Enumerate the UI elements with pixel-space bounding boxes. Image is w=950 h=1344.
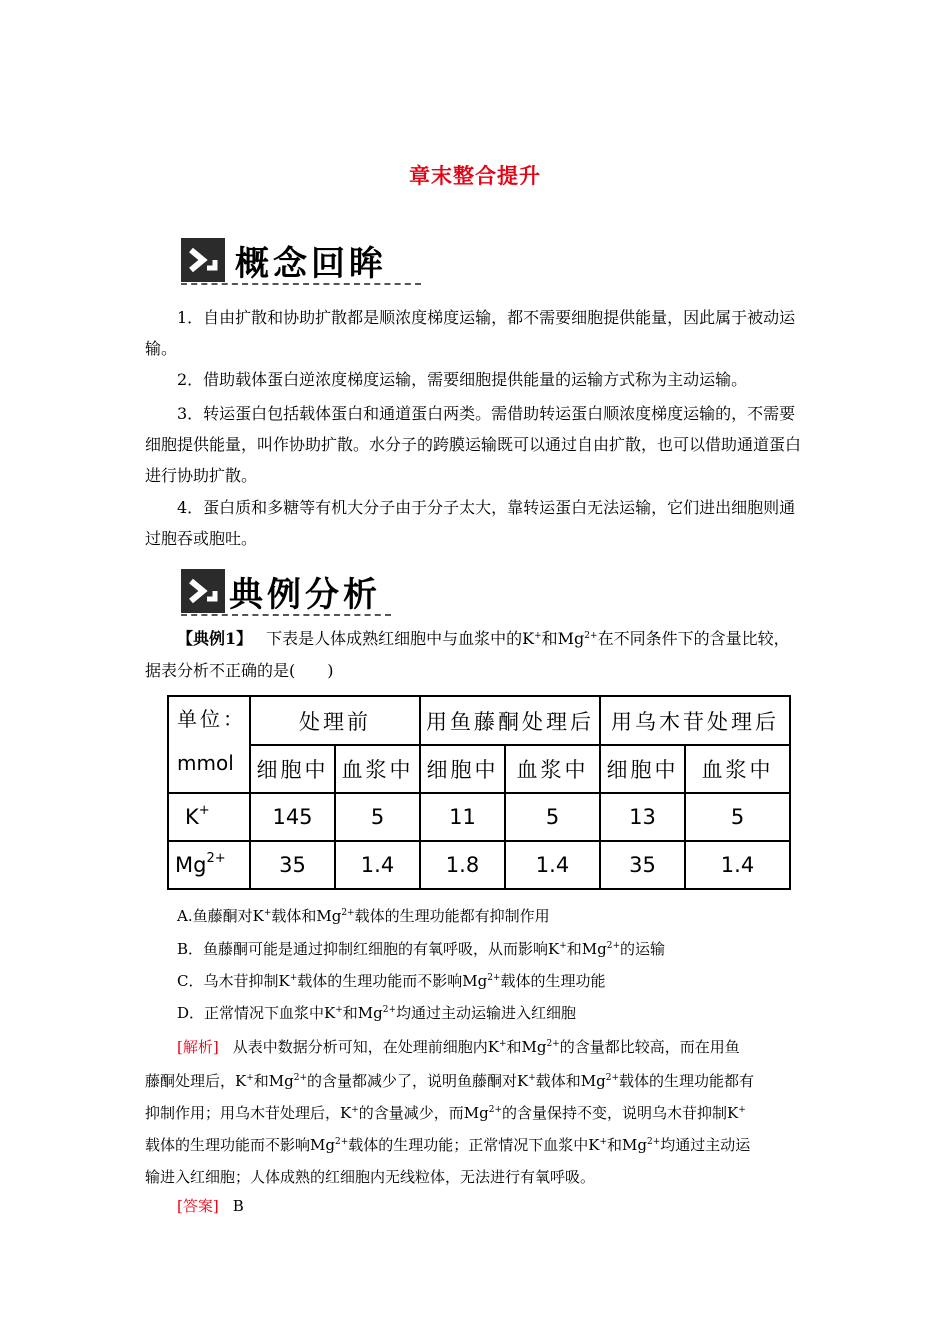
option-c: C．乌木苷抑制K+载体的生理功能而不影响$Mg^{2+}$载体的生理功能: [177, 972, 606, 990]
concept-item: 4．蛋白质和多糖等有机大分子由于分子太大，靠转运蛋白无法运输，它们进出细胞则通过胞吞或胞吐。: [145, 498, 796, 548]
concept-item: 1．自由扩散和协助扩散都是顺浓度梯度运输，都不需要细胞提供能量，因此属于被动运输。: [145, 308, 796, 358]
question-line: 【典例1】 下表是人体成熟红细胞中与血浆中的K+和$Mg^{2+}$在不同条件下的含量比较，: [177, 629, 790, 648]
divider: [181, 614, 391, 616]
question-line: 据表分析不正确的是( ): [145, 661, 334, 680]
table-cell: 145: [250, 793, 335, 841]
analysis-line: 载体的生理功能而不影响$Mg^{2+}$载体的生理功能；正常情况下血浆中K+和$Mg^{2+}$均通过主动运: [145, 1136, 751, 1154]
example-tag: 【典例1】: [177, 629, 253, 648]
analysis-line: 抑制作用；用乌木苷处理后，K+的含量减少，而$Mg^{2+}$的含量保持不变，说明乌木苷抑制K+: [145, 1104, 746, 1122]
answer-tag: [答案]: [177, 1197, 219, 1215]
group-header: 用乌木苷处理后: [600, 696, 790, 745]
analysis-line: 输进入红细胞；人体成熟的红细胞内无线粒体，无法进行有氧呼吸。: [145, 1168, 596, 1186]
column-header: 细胞中: [600, 745, 685, 793]
option-d: D．正常情况下血浆中K+和$Mg^{2+}$均通过主动运输进入红细胞: [177, 1004, 577, 1022]
table-cell: 1.4: [505, 841, 600, 889]
table-cell: 1.4: [685, 841, 790, 889]
divider: [181, 283, 421, 285]
analysis-line: [解析] 从表中数据分析可知，在处理前细胞内K+和$Mg^{2+}$的含量都比较高，而在用鱼: [177, 1038, 740, 1056]
arrow-icon: [181, 238, 225, 282]
table-cell: 5: [685, 793, 790, 841]
answer-value: B: [232, 1197, 244, 1215]
column-header: 血浆中: [505, 745, 600, 793]
column-header: 血浆中: [335, 745, 420, 793]
option-b: B．鱼藤酮可能是通过抑制红细胞的有氧呼吸，从而影响K+和$Mg^{2+}$的运输: [177, 940, 666, 958]
column-header: 细胞中: [250, 745, 335, 793]
analysis-tag: [解析]: [177, 1038, 219, 1056]
section-heading: 典例分析: [229, 575, 381, 615]
column-header: 血浆中: [685, 745, 790, 793]
table-cell: 13: [600, 793, 685, 841]
option-a: A.鱼藤酮对K+载体和$Mg^{2+}$载体的生理功能都有抑制作用: [177, 907, 550, 925]
table-cell: 11: [420, 793, 505, 841]
section-heading: 概念回眸: [235, 244, 387, 284]
table-cell: 5: [505, 793, 600, 841]
table-cell: 5: [335, 793, 420, 841]
table-cell: 35: [600, 841, 685, 889]
section-header-examples: [181, 567, 391, 617]
section-header-concepts: [181, 236, 421, 286]
group-header: 处理前: [250, 696, 420, 745]
table-cell: 35: [250, 841, 335, 889]
page-title: 章末整合提升: [409, 163, 541, 188]
analysis-line: 藤酮处理后，K+和$Mg^{2+}$的含量都减少了，说明鱼藤酮对K+载体和$Mg^{2+}$载体的生理功能都有: [145, 1072, 755, 1090]
group-header: 用鱼藤酮处理后: [420, 696, 600, 745]
concept-item: 3．转运蛋白包括载体蛋白和通道蛋白两类。需借助转运蛋白顺浓度梯度运输的，不需要细胞提供能量，叫作协助扩散。水分子的跨膜运输既可以通过自由扩散，也可以借助通道蛋白进行协助扩散。: [145, 404, 802, 485]
data-table: [167, 695, 791, 890]
unit-cell: 单位： mmol: [168, 696, 250, 793]
concept-item: 2．借助载体蛋白逆浓度梯度运输，需要细胞提供能量的运输方式称为主动运输。: [177, 370, 748, 389]
answer-line: [177, 1195, 244, 1216]
table-cell: 1.4: [335, 841, 420, 889]
arrow-icon: [181, 569, 225, 613]
row-label: K+: [168, 793, 250, 841]
row-label: $Mg^{2+}$: [168, 841, 250, 889]
table-cell: 1.8: [420, 841, 505, 889]
column-header: 细胞中: [420, 745, 505, 793]
